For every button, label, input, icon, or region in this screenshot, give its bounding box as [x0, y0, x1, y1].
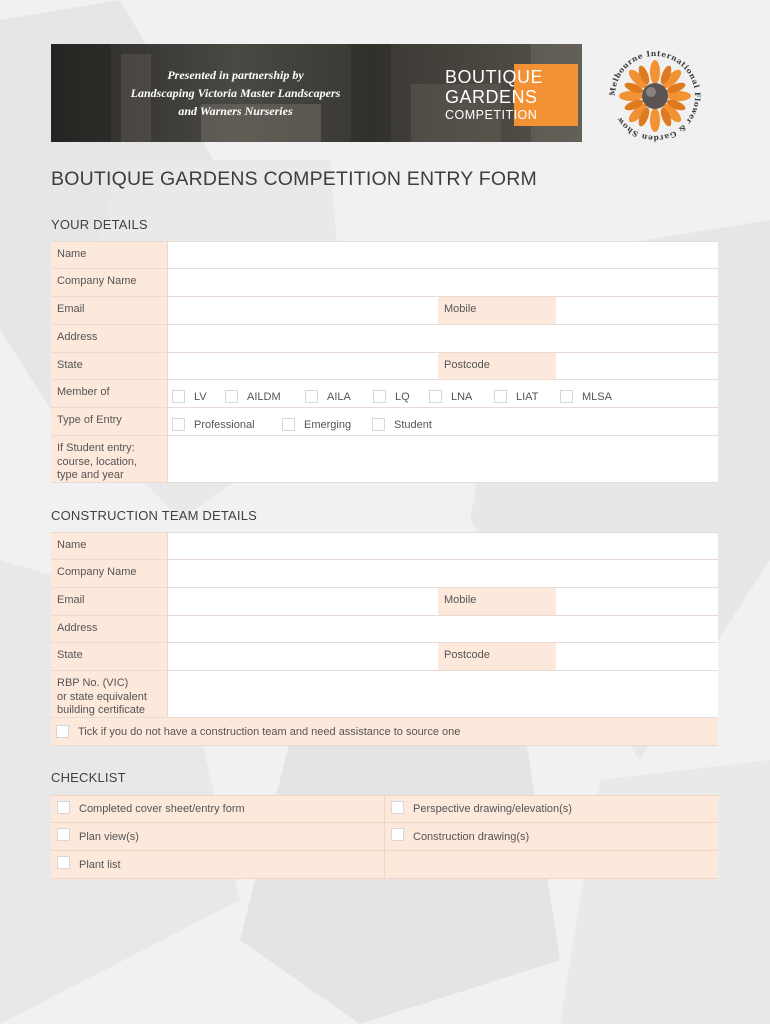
- checklist-row-1: [51, 795, 718, 823]
- ct-postcode-label: Postcode: [438, 643, 556, 670]
- option-label: LV: [194, 390, 207, 403]
- checklist-item-plan-view[interactable]: [51, 823, 384, 850]
- member-of-options: [168, 380, 718, 407]
- checklist-heading: CHECKLIST: [51, 770, 126, 785]
- mobile-label: Mobile: [438, 297, 556, 324]
- row-company: [51, 269, 718, 297]
- partner-line-2: Landscaping Victoria Master Landscapers: [130, 86, 341, 100]
- ct-email-field[interactable]: [168, 588, 438, 615]
- ct-mobile-label: Mobile: [438, 588, 556, 615]
- logo-ring-text: Melbourne International Flower & Garden Show: [607, 48, 703, 144]
- your-details-heading: YOUR DETAILS: [51, 217, 148, 232]
- checkbox[interactable]: [225, 390, 238, 403]
- member-option-mlsa[interactable]: [560, 390, 630, 403]
- member-option-lv[interactable]: [172, 390, 225, 403]
- ct-company-field[interactable]: [168, 560, 718, 587]
- student-entry-field[interactable]: [168, 436, 718, 482]
- no-team-label: Tick if you do not have a construction team and need assistance to source one: [78, 725, 461, 738]
- checkbox[interactable]: [282, 418, 295, 431]
- rbp-label-line-3: building certificate: [57, 704, 146, 716]
- entry-option-student[interactable]: [372, 418, 452, 431]
- checklist-item-cover-sheet[interactable]: [51, 796, 384, 822]
- ct-company-label: Company Name: [51, 560, 168, 587]
- header-banner: [51, 44, 582, 142]
- row-email: [51, 297, 718, 325]
- row-type-of-entry: [51, 408, 718, 436]
- checklist-item-plant-list[interactable]: [51, 851, 384, 878]
- option-label: Emerging: [304, 418, 352, 431]
- row-ct-address: [51, 616, 718, 643]
- checkbox[interactable]: [429, 390, 442, 403]
- postcode-field[interactable]: [556, 353, 718, 379]
- form-title: BOUTIQUE GARDENS COMPETITION ENTRY FORM: [51, 168, 537, 190]
- option-label: Student: [394, 418, 432, 431]
- ct-name-field[interactable]: [168, 533, 718, 559]
- checkbox[interactable]: [305, 390, 318, 403]
- member-option-aildm[interactable]: [225, 390, 305, 403]
- state-label: State: [51, 353, 168, 379]
- row-member-of: [51, 380, 718, 408]
- postcode-label: Postcode: [438, 353, 556, 379]
- row-ct-name: [51, 532, 718, 560]
- ct-address-field[interactable]: [168, 616, 718, 642]
- option-label: AILA: [327, 390, 351, 403]
- ct-email-label: Email: [51, 588, 168, 615]
- student-label-line-1: If Student entry:: [57, 442, 135, 454]
- email-field[interactable]: [168, 297, 438, 324]
- option-label: LNA: [451, 390, 473, 403]
- logo-line-1: BOUTIQUE: [445, 67, 544, 87]
- rbp-label-line-1: RBP No. (VIC): [57, 677, 129, 689]
- checkbox[interactable]: [560, 390, 573, 403]
- checkbox[interactable]: [172, 418, 185, 431]
- ct-address-label: Address: [51, 616, 168, 642]
- checkbox[interactable]: [391, 828, 404, 841]
- checkbox[interactable]: [57, 801, 70, 814]
- company-field[interactable]: [168, 269, 718, 296]
- competition-logo-text: [445, 67, 543, 123]
- address-field[interactable]: [168, 325, 718, 352]
- row-rbp: [51, 671, 718, 718]
- name-field[interactable]: [168, 242, 718, 268]
- email-label: Email: [51, 297, 168, 324]
- student-label-line-2: course, location,: [57, 455, 138, 468]
- checklist-label: Construction drawing(s): [413, 830, 530, 843]
- student-label-line-3: type and year: [57, 469, 124, 481]
- state-field[interactable]: [168, 353, 438, 379]
- option-label: LIAT: [516, 390, 539, 403]
- ct-name-label: Name: [51, 533, 168, 559]
- member-option-liat[interactable]: [494, 390, 560, 403]
- checklist-label: Perspective drawing/elevation(s): [413, 803, 572, 815]
- row-ct-email: [51, 588, 718, 616]
- no-team-option[interactable]: [51, 718, 718, 746]
- row-student-entry: [51, 436, 718, 483]
- checklist-empty-cell: [384, 851, 718, 878]
- member-option-lna[interactable]: [429, 390, 494, 403]
- partner-line-3: and Warners Nurseries: [178, 104, 293, 118]
- checklist-label: Completed cover sheet/entry form: [79, 803, 245, 815]
- checklist-label: Plant list: [79, 858, 121, 871]
- member-option-lq[interactable]: [373, 390, 429, 403]
- checklist-item-construction-drawing[interactable]: [384, 823, 718, 850]
- company-label: Company Name: [51, 269, 168, 296]
- row-state: [51, 353, 718, 380]
- ct-postcode-field[interactable]: [556, 643, 718, 670]
- ct-state-field[interactable]: [168, 643, 438, 670]
- member-option-aila[interactable]: [305, 390, 373, 403]
- no-team-checkbox[interactable]: [56, 725, 69, 738]
- option-label: MLSA: [582, 390, 612, 403]
- checkbox[interactable]: [391, 801, 404, 814]
- row-name: [51, 241, 718, 269]
- checkbox[interactable]: [57, 828, 70, 841]
- row-address: [51, 325, 718, 353]
- student-entry-label: [51, 436, 168, 482]
- entry-option-emerging[interactable]: [282, 418, 372, 431]
- flower-show-logo: [605, 48, 705, 144]
- logo-line-2: GARDENS: [445, 87, 538, 107]
- partnership-text: [103, 66, 368, 120]
- checklist-row-3: [51, 851, 718, 879]
- row-ct-company: [51, 560, 718, 588]
- checkbox[interactable]: [57, 856, 70, 869]
- checklist-item-perspective[interactable]: [384, 796, 718, 822]
- logo-line-3: COMPETITION: [445, 108, 538, 122]
- member-of-label: Member of: [51, 380, 168, 407]
- option-label: Professional: [194, 418, 255, 431]
- checklist-row-2: [51, 823, 718, 851]
- option-label: LQ: [395, 390, 410, 403]
- option-label: AILDM: [247, 390, 281, 403]
- address-label: Address: [51, 325, 168, 352]
- checkbox[interactable]: [494, 390, 507, 403]
- checkbox[interactable]: [172, 390, 185, 403]
- ct-mobile-field[interactable]: [556, 588, 718, 615]
- checkbox[interactable]: [373, 390, 386, 403]
- partner-line-1: Presented in partnership by: [167, 68, 304, 82]
- rbp-label: [51, 671, 168, 717]
- ct-state-label: State: [51, 643, 168, 670]
- checklist-label: Plan view(s): [79, 830, 139, 843]
- rbp-field[interactable]: [168, 671, 718, 717]
- construction-heading: CONSTRUCTION TEAM DETAILS: [51, 508, 258, 523]
- row-ct-state: [51, 643, 718, 671]
- rbp-label-line-2: or state equivalent: [57, 690, 147, 703]
- checkbox[interactable]: [372, 418, 385, 431]
- type-of-entry-options: [168, 408, 718, 435]
- type-of-entry-label: Type of Entry: [51, 408, 168, 435]
- name-label: Name: [51, 242, 168, 268]
- mobile-field[interactable]: [556, 297, 718, 324]
- entry-option-professional[interactable]: [172, 418, 282, 431]
